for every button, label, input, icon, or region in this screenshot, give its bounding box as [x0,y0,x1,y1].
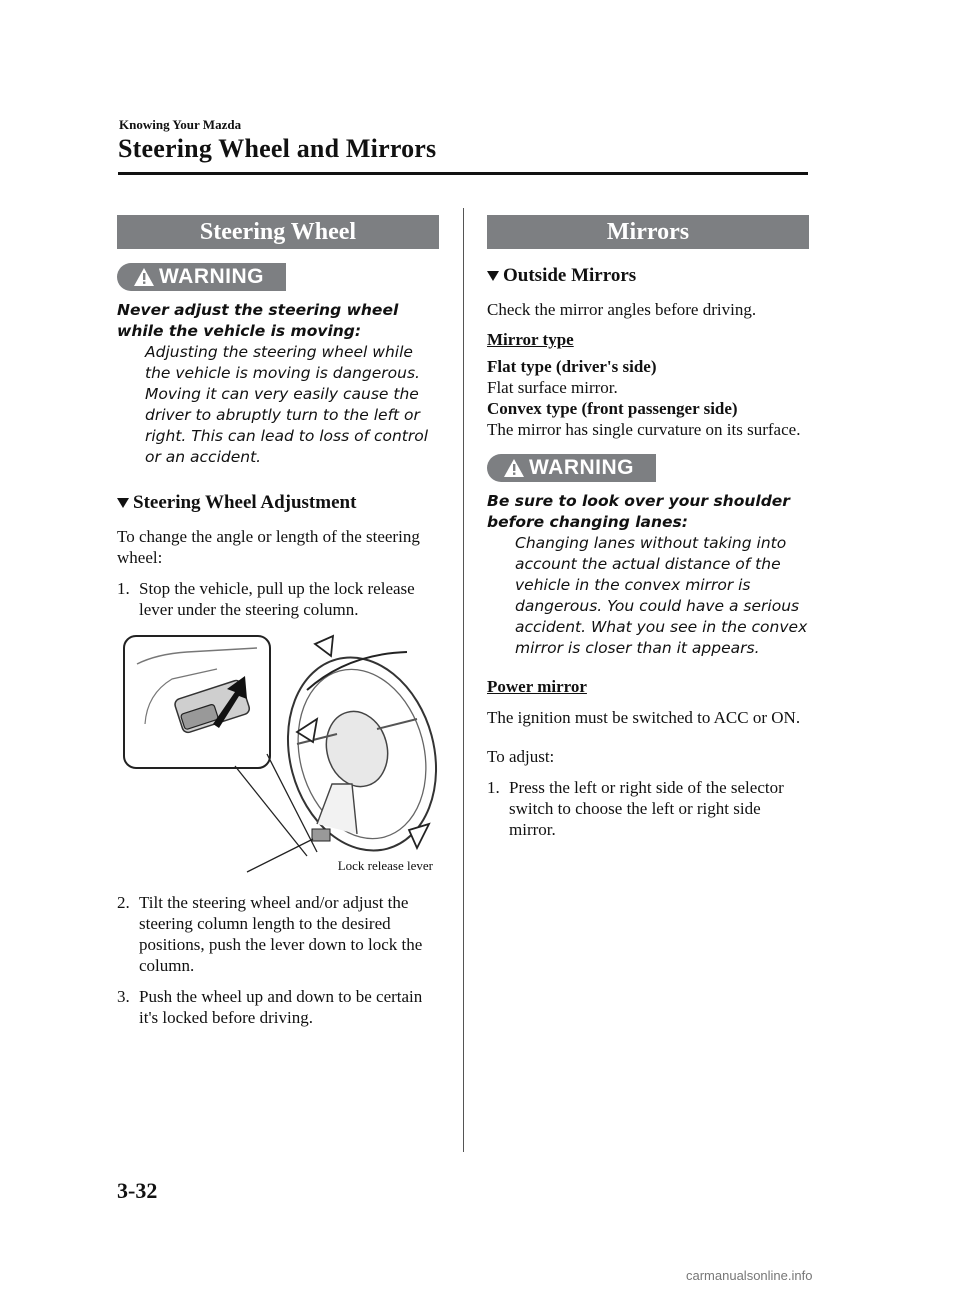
warning-triangle-icon [503,458,525,478]
column-divider [463,208,464,1152]
warning-body: Changing lanes without taking into account the actual distance of the vehicle in the convex mirror is dangerous. You could have a serious accident. What you see in the convex mirror is closer than it appears. [515,534,808,657]
power-mirror-heading: Power mirror [487,677,587,696]
step-number: 3. [117,987,130,1006]
watermark: carmanualsonline.info [686,1268,813,1283]
warning-badge [487,454,656,482]
step-1 [117,578,439,620]
step-text: Push the wheel up and down to be certain it's locked before driving. [139,987,423,1027]
chapter-title: Steering Wheel and Mirrors [118,134,437,163]
triangle-down-icon [487,270,499,282]
warning-badge-label: WARNING [529,456,634,479]
step-2 [117,892,439,976]
warning-badge [117,263,286,291]
step-number: 1. [487,778,500,797]
convex-type-text: The mirror has single curvature on its surface. [487,420,801,439]
section-title-mirrors: Mirrors [487,215,809,249]
subsection-title [487,265,809,287]
subsection-title [117,492,439,514]
mirror-type-heading: Mirror type [487,330,574,349]
triangle-down-icon [117,497,129,509]
warning-block [487,454,809,659]
section-title-steering-wheel: Steering Wheel [117,215,439,249]
figure-label-lock-release-lever: Lock release lever [337,858,433,873]
flat-type-heading: Flat type (driver's side) [487,357,657,376]
step-3 [117,986,439,1028]
subsection-title-text: Outside Mirrors [503,265,637,286]
steering-illustration [117,634,439,874]
intro-text: To change the angle or length of the steering wheel: [117,527,420,567]
warning-badge-label: WARNING [159,265,264,288]
warning-heading: Never adjust the steering wheel while the vehicle is moving: [117,301,399,340]
step-text: Stop the vehicle, pull up the lock release lever under the steering column. [139,579,415,619]
steering-lever-figure [117,634,439,874]
warning-body: Adjusting the steering wheel while the vehicle is moving is dangerous. Moving it can very easily cause the driver to abruptly turn to the left or right. This can lead to loss of control or an accident. [145,343,429,466]
step-number: 2. [117,893,130,912]
intro-text: Check the mirror angles before driving. [487,300,757,319]
left-column [117,215,439,1028]
warning-triangle-icon [133,267,155,287]
flat-type-text: Flat surface mirror. [487,378,618,397]
power-mirror-text: The ignition must be switched to ACC or ON. [487,708,801,727]
convex-type-heading: Convex type (front passenger side) [487,399,738,418]
adjust-intro: To adjust: [487,747,555,766]
header-rule [118,172,808,175]
page-number: 3-32 [117,1178,158,1203]
step-text: Tilt the steering wheel and/or adjust the steering column length to the desired positions, push the lever down to lock the column. [139,893,423,975]
right-column [487,215,809,840]
running-head: Knowing Your Mazda [119,117,242,132]
step-text: Press the left or right side of the selector switch to choose the left or right side mirror. [509,778,784,839]
step-1 [487,777,809,840]
step-number: 1. [117,579,130,598]
warning-block [117,263,439,468]
subsection-title-text: Steering Wheel Adjustment [133,492,357,513]
warning-heading: Be sure to look over your shoulder before changing lanes: [487,492,790,531]
